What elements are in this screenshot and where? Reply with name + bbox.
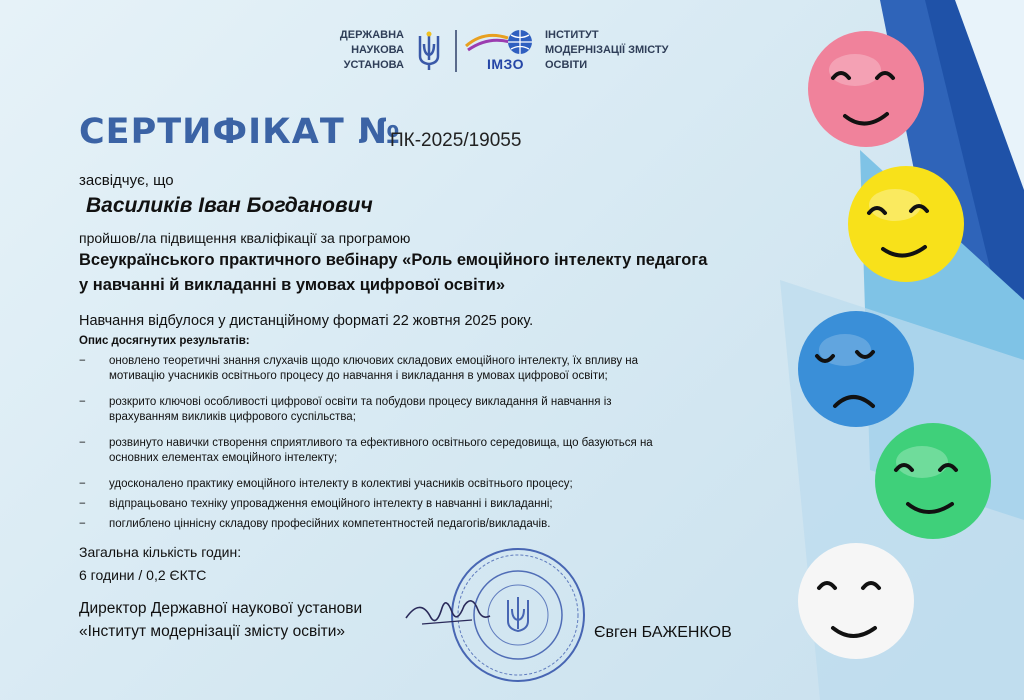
smiley-white-icon <box>795 540 917 662</box>
director-title-line1: Директор Державної наукової установи <box>79 600 363 617</box>
result-line: оновлено теоретичні знання слухачів щодо ключових складових емоційного інтелекту, їх впливу на <box>109 355 639 367</box>
bullet-dash: − <box>79 498 86 510</box>
trident-icon <box>414 30 444 72</box>
result-line: основних елементах емоційного інтелекту; <box>109 451 338 464</box>
result-item <box>79 436 779 465</box>
imzo-logo-text: ІМЗО <box>487 56 525 72</box>
bullet-dash: − <box>79 518 86 530</box>
training-date-text: Навчання відбулося у дистанційному форматі 22 жовтня 2025 року. <box>79 313 534 329</box>
bullet-dash: − <box>79 396 86 408</box>
result-line: розкрито ключові особливості цифрової освіти та побудови процесу викладання й навчання із <box>109 396 612 408</box>
imzo-globe-logo <box>464 26 536 58</box>
result-line: відпрацьовано техніку упровадження емоційного інтелекту в навчанні і викладанні; <box>109 498 553 510</box>
director-name: Євген БАЖЕНКОВ <box>594 624 732 641</box>
recipient-name: Василиків Іван Богданович <box>86 194 373 217</box>
institution-name-label: ІНСТИТУТ МОДЕРНІЗАЦІЇ ЗМІСТУ ОСВІТИ <box>545 29 669 71</box>
result-line: мотивацію учасників освітнього процесу до навчання і викладання в умовах цифрової освіти; <box>109 369 608 382</box>
result-line: розвинуто навички створення сприятливого та ефективного освітнього середовища, що базуються на <box>109 437 653 449</box>
result-item <box>79 517 779 532</box>
institution-type-label: ДЕРЖАВНА НАУКОВА УСТАНОВА <box>339 29 404 71</box>
passed-text: пройшов/ла підвищення кваліфікації за програмою <box>79 230 411 246</box>
result-line: поглиблено ціннісну складову професійних компетентностей педагогів/викладачів. <box>109 518 551 530</box>
result-item <box>79 354 779 383</box>
director-signature <box>402 588 492 638</box>
bullet-dash: − <box>79 478 86 490</box>
bullet-dash: − <box>79 355 86 367</box>
certifies-text: засвідчує, що <box>79 172 174 189</box>
header-divider <box>455 30 457 72</box>
bullet-dash: − <box>79 437 86 449</box>
smiley-blue-sad-icon <box>795 308 917 430</box>
program-title-line1: Всеукраїнського практичного вебінару «Роль емоційного інтелекту педагога <box>79 251 708 269</box>
smiley-yellow-icon <box>845 163 967 285</box>
hours-value: 6 години / 0,2 ЄКТС <box>79 567 207 583</box>
smiley-green-icon <box>872 420 994 542</box>
results-title: Опис досягнутих результатів: <box>79 335 250 347</box>
certificate-number: ПК-2025/19055 <box>390 130 522 151</box>
smiley-pink-icon <box>805 28 927 150</box>
result-item <box>79 477 779 492</box>
result-item <box>79 497 779 512</box>
director-title-line2: «Інститут модернізації змісту освіти» <box>79 623 346 640</box>
program-title-line2: у навчанні й викладанні в умовах цифрової освіти» <box>79 276 506 294</box>
result-line: врахуванням викликів цифрового суспільства; <box>109 410 356 423</box>
hours-label: Загальна кількість годин: <box>79 544 242 560</box>
result-line: удосконалено практику емоційного інтелекту в колективі учасників освітнього процесу; <box>109 478 573 490</box>
certificate-title: СЕРТИФІКАТ № <box>79 112 402 152</box>
result-item <box>79 395 779 424</box>
